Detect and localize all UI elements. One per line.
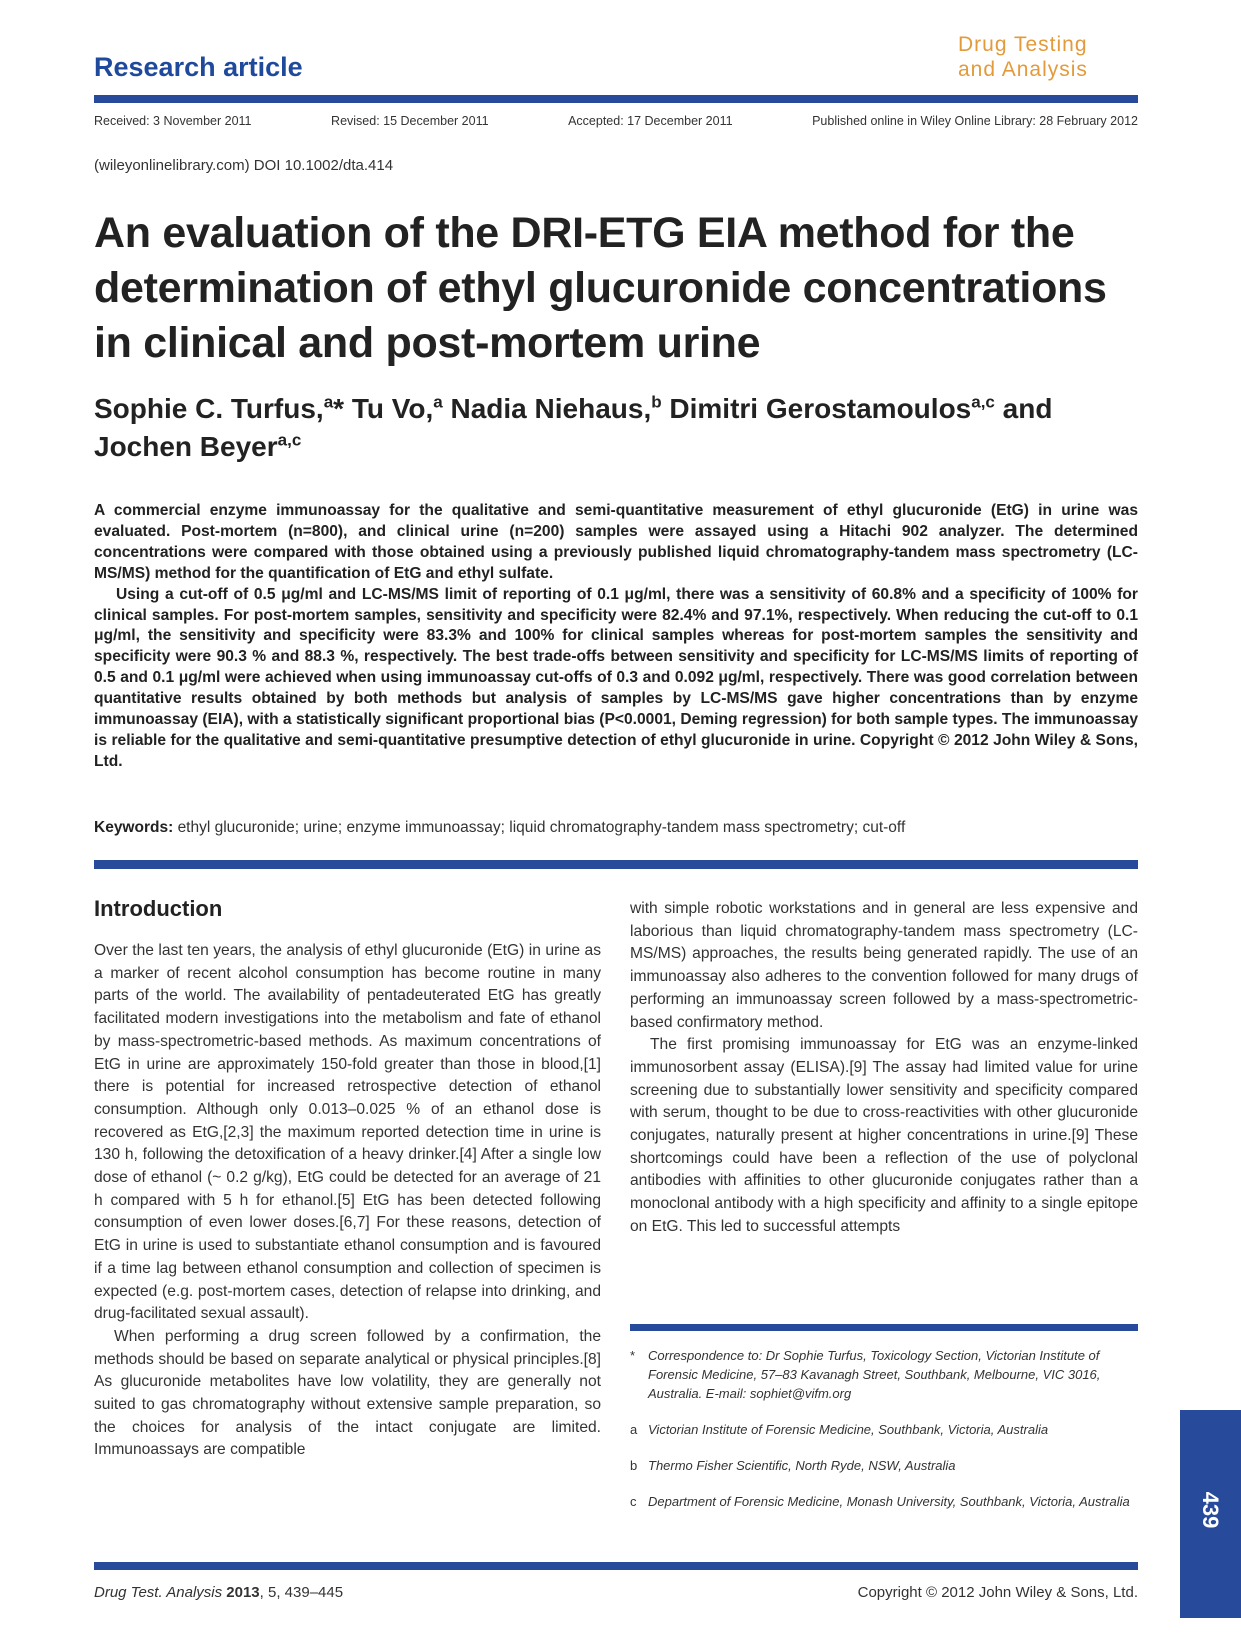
footnotes	[630, 1346, 1138, 1528]
footnote-rule	[630, 1324, 1138, 1331]
copyright: Copyright © 2012 John Wiley & Sons, Ltd.	[857, 1584, 1138, 1601]
citation-journal: Drug Test. Analysis	[94, 1584, 223, 1601]
footnote-mark: a	[630, 1422, 638, 1437]
abstract	[94, 501, 1138, 773]
body-column-right	[630, 898, 1138, 1239]
author-affiliation-mark: a,c	[971, 392, 995, 412]
journal-name	[958, 32, 1138, 82]
section-heading-introduction: Introduction	[94, 896, 223, 921]
published-date: Published online in Wiley Online Library: 28 February 2012	[812, 114, 1138, 128]
author-affiliation-mark: a	[433, 392, 443, 412]
received-date: Received: 3 November 2011	[94, 114, 252, 128]
page-number: 439	[1198, 1491, 1223, 1529]
citation	[94, 1584, 343, 1601]
author-affiliation-mark: b	[651, 392, 662, 412]
body-paragraph: When performing a drug screen followed by a confirmation, the methods should be based on separate analytical or physical principles.[8] As glucuronide metabolites have low volatility, they are generally not suited to gas chromatography without extensive sample preparation, so the choices for analysis of the intact conjugate are limited. Immunoassays are compatible	[94, 1327, 601, 1459]
article-type-label: Research article	[94, 52, 303, 82]
footnote-text: Victorian Institute of Forensic Medicine, Southbank, Victoria, Australia	[648, 1422, 1049, 1437]
header-rule	[94, 95, 1138, 103]
author-affiliation-mark: a,c	[277, 430, 302, 450]
history-dates	[94, 114, 1138, 128]
author-affiliation-mark: a	[323, 392, 334, 412]
journal-name-line2: and Analysis	[958, 58, 1088, 81]
abstract-rule	[94, 860, 1138, 869]
author-name: Jochen Beyer	[94, 431, 278, 462]
footnote	[630, 1492, 1138, 1511]
keywords-label: Keywords:	[94, 819, 174, 836]
abstract-paragraph-2: Using a cut-off of 0.5 μg/ml and LC-MS/MS limit of reporting of 0.1 μg/ml, there was a sensitivity of 60.8% and a specificity of 100% for clinical samples. For post-mortem samples, sensitivity and specificity were 82.4% and 97.1%, respectively. When reducing the cut-off to 0.1 μg/ml, the sensitivity and specificity were 83.3% and 100% for clinical samples whereas for post-mortem samples the sensitivity and specificity were 90.3 % and 88.3 %, respectively. The best trade-offs between sensitivity and specificity for LC-MS/MS limits of reporting of 0.5 and 0.1 μg/ml were achieved when using immunoassay cut-offs of 0.3 and 0.092 μg/ml, respectively. There was good correlation between quantitative results obtained by both methods but analysis of samples by LC-MS/MS gave higher concentrations than by enzyme immunoassay (EIA), with a statistically significant proportional bias (P<0.0001, Deming regression) for both sample types. The immunoassay is reliable for the qualitative and semi-quantitative presumptive detection of ethyl glucuronide in urine. Copyright © 2012 John Wiley & Sons, Ltd.	[94, 585, 1138, 770]
corresponding-author-mark: *	[333, 393, 345, 424]
footnote-text: Thermo Fisher Scientific, North Ryde, NSW, Australia	[648, 1458, 956, 1473]
body-column-left	[94, 896, 601, 1462]
author-name: Nadia Niehaus,	[450, 393, 652, 424]
citation-year: 2013	[226, 1584, 260, 1601]
abstract-paragraph-1: A commercial enzyme immunoassay for the qualitative and semi-quantitative measurement of ethyl glucuronide (EtG) in urine was evaluated. Post-mortem (n=800), and clinical urine (n=200) samples were assayed using a Hitachi 902 analyzer. The determined concentrations were compared with those obtained using a previously published liquid chromatography-tandem mass spectrometry (LC-MS/MS) method for the quantification of EtG and ethyl sulfate.	[94, 502, 1138, 582]
footnote-mark: b	[630, 1458, 638, 1473]
body-paragraph: Over the last ten years, the analysis of ethyl glucuronide (EtG) in urine as a marker of recent alcohol consumption has become routine in many parts of the world. The availability of pentadeuterated EtG has greatly facilitated modern investigations into the metabolism and fate of ethanol by mass-spectrometric-based methods. As maximum concentrations of EtG in urine are approximately 150-fold greater than those in blood,[1] there is potential for increased retrospective detection of ethanol consumption. Although only 0.013–0.025 % of an ethanol dose is recovered as EtG,[2,3] the maximum reported detection time in urine is 130 h, following the detoxification of a heavy drinker.[4] After a single low dose of ethanol (~ 0.2 g/kg), EtG could be detected for an average of 21 h compared with 5 h for ethanol.[5] EtG has been detected following consumption of even lower doses.[6,7] For these reasons, detection of EtG in urine is used to substantiate ethanol consumption and is favoured if a time lag between ethanol consumption and collection of specimen is expected (e.g. post-mortem cases, detection of relapse into drinking, and drug-facilitated sexual assault).	[94, 942, 601, 1323]
citation-volume-pages: , 5, 439–445	[259, 1584, 344, 1601]
journal-name-line1: Drug Testing	[958, 33, 1088, 56]
article-title: An evaluation of the DRI-ETG EIA method for the determination of ethyl glucuronide concentrations in clinical and post-mortem urine	[94, 209, 1107, 367]
keywords-list: ethyl glucuronide; urine; enzyme immunoassay; liquid chromatography-tandem mass spectrometry; cut-off	[177, 819, 906, 836]
footnote-text: Department of Forensic Medicine, Monash University, Southbank, Victoria, Australia	[648, 1494, 1130, 1509]
footnote	[630, 1346, 1138, 1403]
author-name: Tu Vo,	[351, 393, 434, 424]
footnote-mark: c	[630, 1494, 637, 1509]
footnote	[630, 1456, 1138, 1475]
footnote-text: Correspondence to: Dr Sophie Turfus, Toxicology Section, Victorian Institute of Forensic Medicine, 57–83 Kavanagh Street, Southbank, Melbourne, VIC 3016, Australia. E-mail: sophiet@vifm.org	[648, 1348, 1101, 1401]
footnote-mark: *	[630, 1348, 636, 1363]
footnote	[630, 1420, 1138, 1439]
body-paragraph: The first promising immunoassay for EtG was an enzyme-linked immunosorbent assay (ELISA).[9] The assay had limited value for urine screening due to substantially lower sensitivity and specificity compared with serum, thought to be due to cross-reactivities with other glucuronide conjugates, naturally present at higher concentrations in urine.[9] These shortcomings could have been a reflection of the use of polyclonal antibodies with affinities to other glucuronide conjugates rather than a monoclonal antibody with a high specificity and affinity to a single epitope on EtG. This led to successful attempts	[630, 1036, 1138, 1235]
author-name: Sophie C. Turfus,	[94, 393, 324, 424]
author-list	[94, 390, 1138, 466]
author-name: and	[1002, 393, 1053, 424]
accepted-date: Accepted: 17 December 2011	[568, 114, 733, 128]
footer-rule	[94, 1562, 1138, 1570]
keywords	[94, 819, 1138, 837]
body-paragraph: with simple robotic workstations and in general are less expensive and laborious than liquid chromatography-tandem mass spectrometry (LC-MS/MS) approaches, the results being generated rapidly. The use of an immunoassay also adheres to the convention followed for many drugs of performing an immunoassay screen followed by a mass-spectrometric-based confirmatory method.	[630, 900, 1138, 1031]
doi-line: (wileyonlinelibrary.com) DOI 10.1002/dta.414	[94, 157, 394, 174]
author-name: Dimitri Gerostamoulos	[669, 393, 972, 424]
revised-date: Revised: 15 December 2011	[331, 114, 489, 128]
